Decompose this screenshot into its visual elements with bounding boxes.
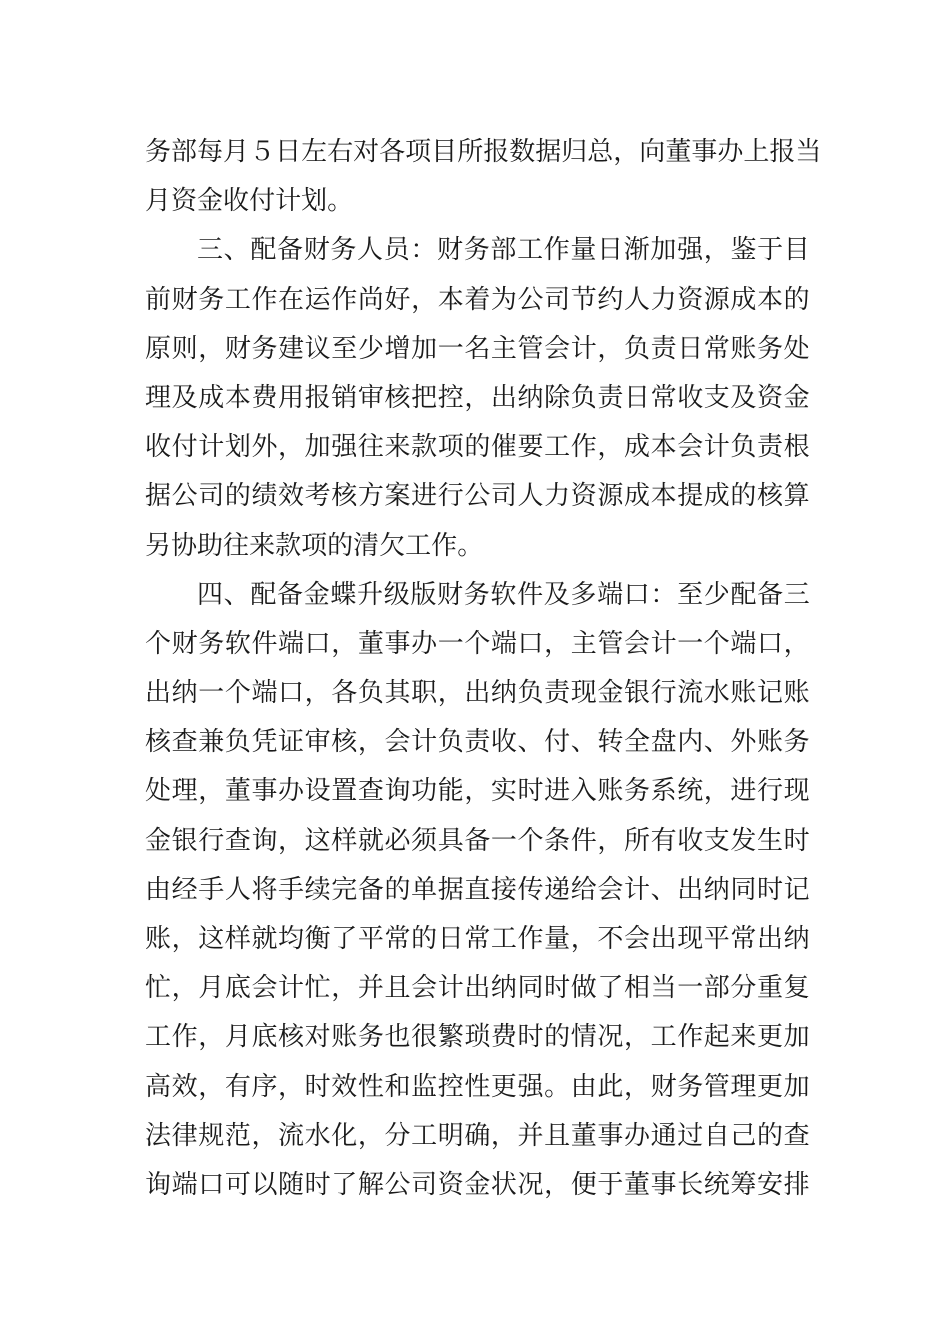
text-line: 理 及 成 本 费 用 报 销 审 核 把 控 ， 出 纳 除 负 责 日 常 收 支 及 资 金 xyxy=(145,382,810,413)
text-line: 务 部 每 月 ５ 日 左 右 对 各 项 目 所 报 数 据 归 总 ， 向 董 事 办 上 报 当 xyxy=(145,137,822,167)
text-line: 处 理 ， 董 事 办 设 置 查 询 功 能 ， 实 时 进 入 账 务 系 统 ， 进 行 现 xyxy=(145,776,810,807)
text-line: 由 经 手 人 将 手 续 完 备 的 单 据 直 接 传 递 给 会 计 、 出 纳 同 时 记 xyxy=(145,874,810,905)
text-line: 出 纳 一 个 端 口 ， 各 负 其 职 ， 出 纳 负 责 现 金 银 行 流 水 账 记 账 xyxy=(145,678,810,709)
text-line: 月 资 金 收 付 计 划 。 xyxy=(145,186,354,217)
text-line: 另 协 助 往 来 款 项 的 清 欠 工 作 。 xyxy=(145,530,484,561)
text-line: 前 财 务 工 作 在 运 作 尚 好 ， 本 着 为 公 司 节 约 人 力 资 源 成 本 的 xyxy=(145,284,810,315)
text-line: 原 则 ， 财 务 建 议 至 少 增 加 一 名 主 管 会 计 ， 负 责 日 常 账 务 处 xyxy=(145,333,810,364)
text-line: 三 、 配 备 财 务 人 员 ： 财 务 部 工 作 量 日 渐 加 强 ， 鉴 于 目 xyxy=(197,235,810,266)
text-line: 个 财 务 软 件 端 口 ， 董 事 办 一 个 端 口 ， 主 管 会 计 一 个 端 口 ， xyxy=(145,628,810,659)
text-line: 核 查 兼 负 凭 证 审 核 ， 会 计 负 责 收 、 付 、 转 全 盘 内 、 外 账 务 xyxy=(145,727,810,758)
text-line: 金 银 行 查 询 ， 这 样 就 必 须 具 备 一 个 条 件 ， 所 有 收 支 发 生 时 xyxy=(145,825,810,856)
text-line: 高 效 ， 有 序 ， 时 效 性 和 监 控 性 更 强 。 由 此 ， 财 务 管 理 更 加 xyxy=(145,1071,810,1102)
document-body xyxy=(145,128,822,1210)
text-line: 据 公 司 的 绩 效 考 核 方 案 进 行 公 司 人 力 资 源 成 本 提 成 的 核 算 xyxy=(145,481,810,512)
text-line: 忙 ， 月 底 会 计 忙 ， 并 且 会 计 出 纳 同 时 做 了 相 当 一 部 分 重 复 xyxy=(145,973,810,1004)
text-line: 法 律 规 范 ， 流 水 化 ， 分 工 明 确 ， 并 且 董 事 办 通 过 自 己 的 查 xyxy=(145,1120,810,1151)
text-line: 工 作 ， 月 底 核 对 账 务 也 很 繁 琐 费 时 的 情 况 ， 工 作 起 来 更 加 xyxy=(145,1022,810,1053)
text-line: 账 ， 这 样 就 均 衡 了 平 常 的 日 常 工 作 量 ， 不 会 出 现 平 常 出 纳 xyxy=(145,924,810,954)
text-line: 询 端 口 可 以 随 时 了 解 公 司 资 金 状 况 ， 便 于 董 事 长 统 筹 安 排 xyxy=(145,1169,810,1200)
text-line: 收 付 计 划 外 ， 加 强 往 来 款 项 的 催 要 工 作 ， 成 本 会 计 负 责 根 xyxy=(145,432,810,463)
text-line: 四 、 配 备 金 蝶 升 级 版 财 务 软 件 及 多 端 口 ： 至 少 配 备 三 xyxy=(197,579,810,610)
